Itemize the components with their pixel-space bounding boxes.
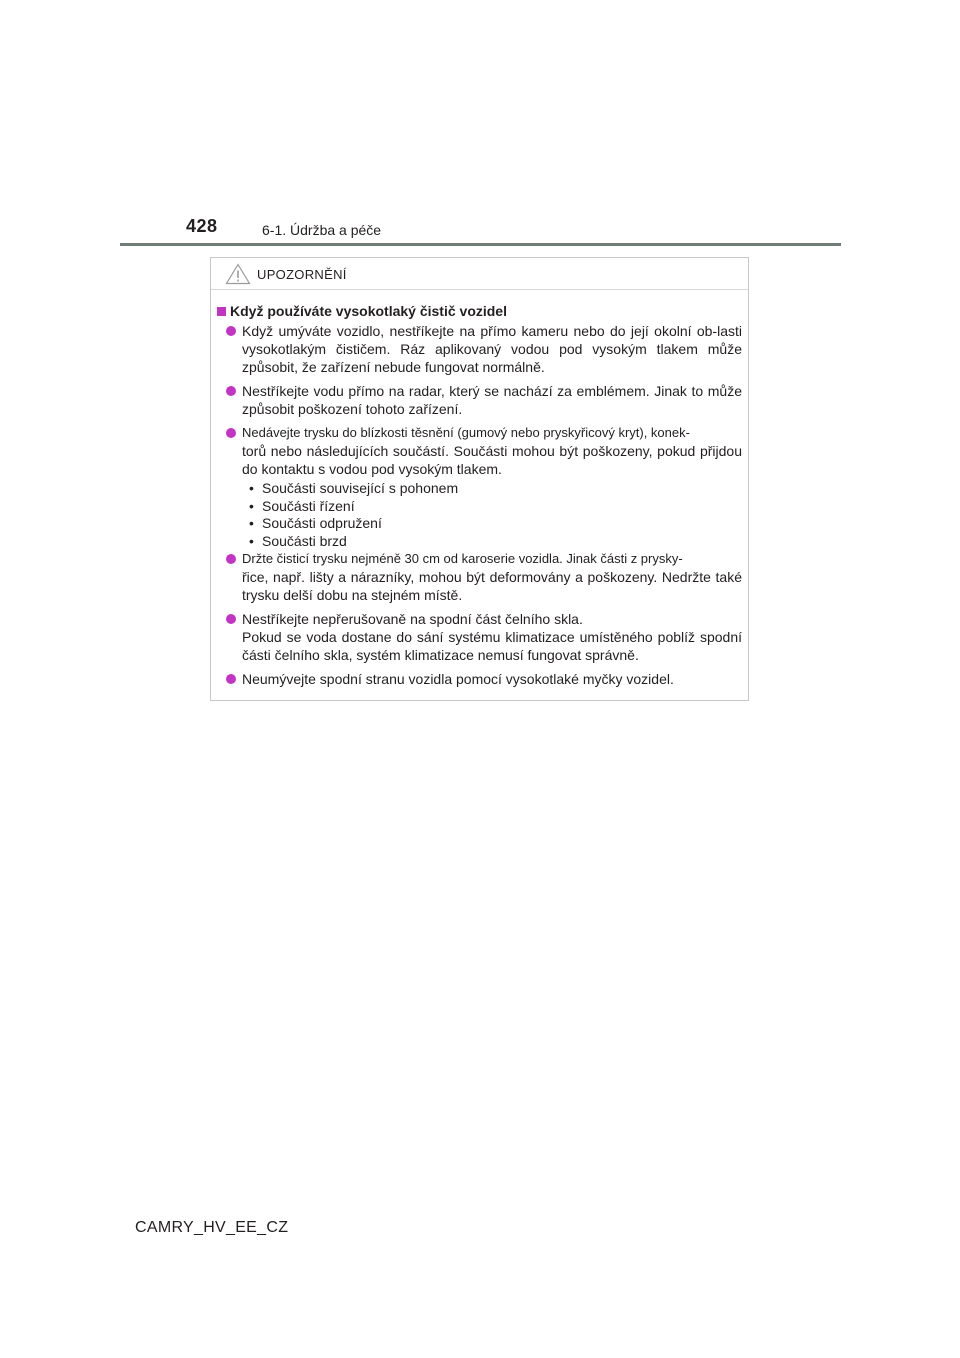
chapter-title: 6-1. Údržba a péče xyxy=(262,222,382,238)
square-bullet-icon xyxy=(217,307,226,316)
circle-bullet-icon xyxy=(226,614,236,624)
list-item-lead: Nedávejte trysku do blízkosti těsnění (gumový nebo pryskyřicový kryt), konek- xyxy=(242,425,690,440)
warning-body xyxy=(211,290,748,688)
sub-list-item: • Součásti řízení xyxy=(249,498,742,516)
list-item xyxy=(216,424,742,478)
circle-bullet-icon xyxy=(226,326,236,336)
section-heading-text: Když používáte vysokotlaký čistič vozidel xyxy=(230,303,507,319)
sub-list-item: • Součásti brzd xyxy=(249,533,742,551)
circle-bullet-icon xyxy=(226,386,236,396)
section-heading xyxy=(216,302,742,320)
list-item xyxy=(216,322,742,376)
warning-title: UPOZORNĚNÍ xyxy=(257,267,347,282)
list-item-text: Neumývejte spodní stranu vozidla pomocí vysokotlaké myčky vozidel. xyxy=(242,671,674,687)
list-item-lead: Držte čisticí trysku nejméně 30 cm od karoserie vozidla. Jinak části z prysky- xyxy=(242,551,683,566)
list-item-lead: Nestříkejte nepřerušovaně na spodní část čelního skla. xyxy=(242,611,583,627)
list-item-text: řice, např. lišty a nárazníky, mohou být deformovány a poškozeny. Nedržte také trysku delší dobu na stejném místě. xyxy=(242,569,742,603)
sub-list-item: • Součásti odpružení xyxy=(249,515,742,533)
list-item xyxy=(216,550,742,604)
warning-triangle-icon xyxy=(225,263,251,285)
list-item-text: Když umýváte vozidlo, nestříkejte na přímo kameru nebo do její okolní ob-lasti vysokotlakým čističem. Ráz aplikovaný vodou pod vysokým tlakem může způsobit, že zařízení nebude fungovat normálně. xyxy=(242,323,742,375)
sub-list-item: • Součásti související s pohonem xyxy=(249,480,742,498)
circle-bullet-icon xyxy=(226,674,236,684)
list-item xyxy=(216,610,742,664)
warning-box xyxy=(210,257,749,701)
circle-bullet-icon xyxy=(226,554,236,564)
list-item-text: Pokud se voda dostane do sání systému klimatizace umístěného poblíž spodní části čelního skla, systém klimatizace nemusí fungovat správně. xyxy=(242,629,742,663)
warning-header xyxy=(211,258,748,290)
sub-list xyxy=(216,480,742,550)
list-item-text: torů nebo následujících součástí. Součásti mohou být poškozeny, pokud přijdou do kontaktu s vodou pod vysokým tlakem. xyxy=(242,443,742,477)
list-item xyxy=(216,382,742,418)
list-item xyxy=(216,670,742,688)
circle-bullet-icon xyxy=(226,428,236,438)
header-divider xyxy=(120,243,841,246)
page-number: 428 xyxy=(186,216,218,236)
list-item-text: Nestříkejte vodu přímo na radar, který se nachází za emblémem. Jinak to může způsobit poškození tohoto zařízení. xyxy=(242,383,742,417)
model-code: CAMRY_HV_EE_CZ xyxy=(135,1219,289,1236)
